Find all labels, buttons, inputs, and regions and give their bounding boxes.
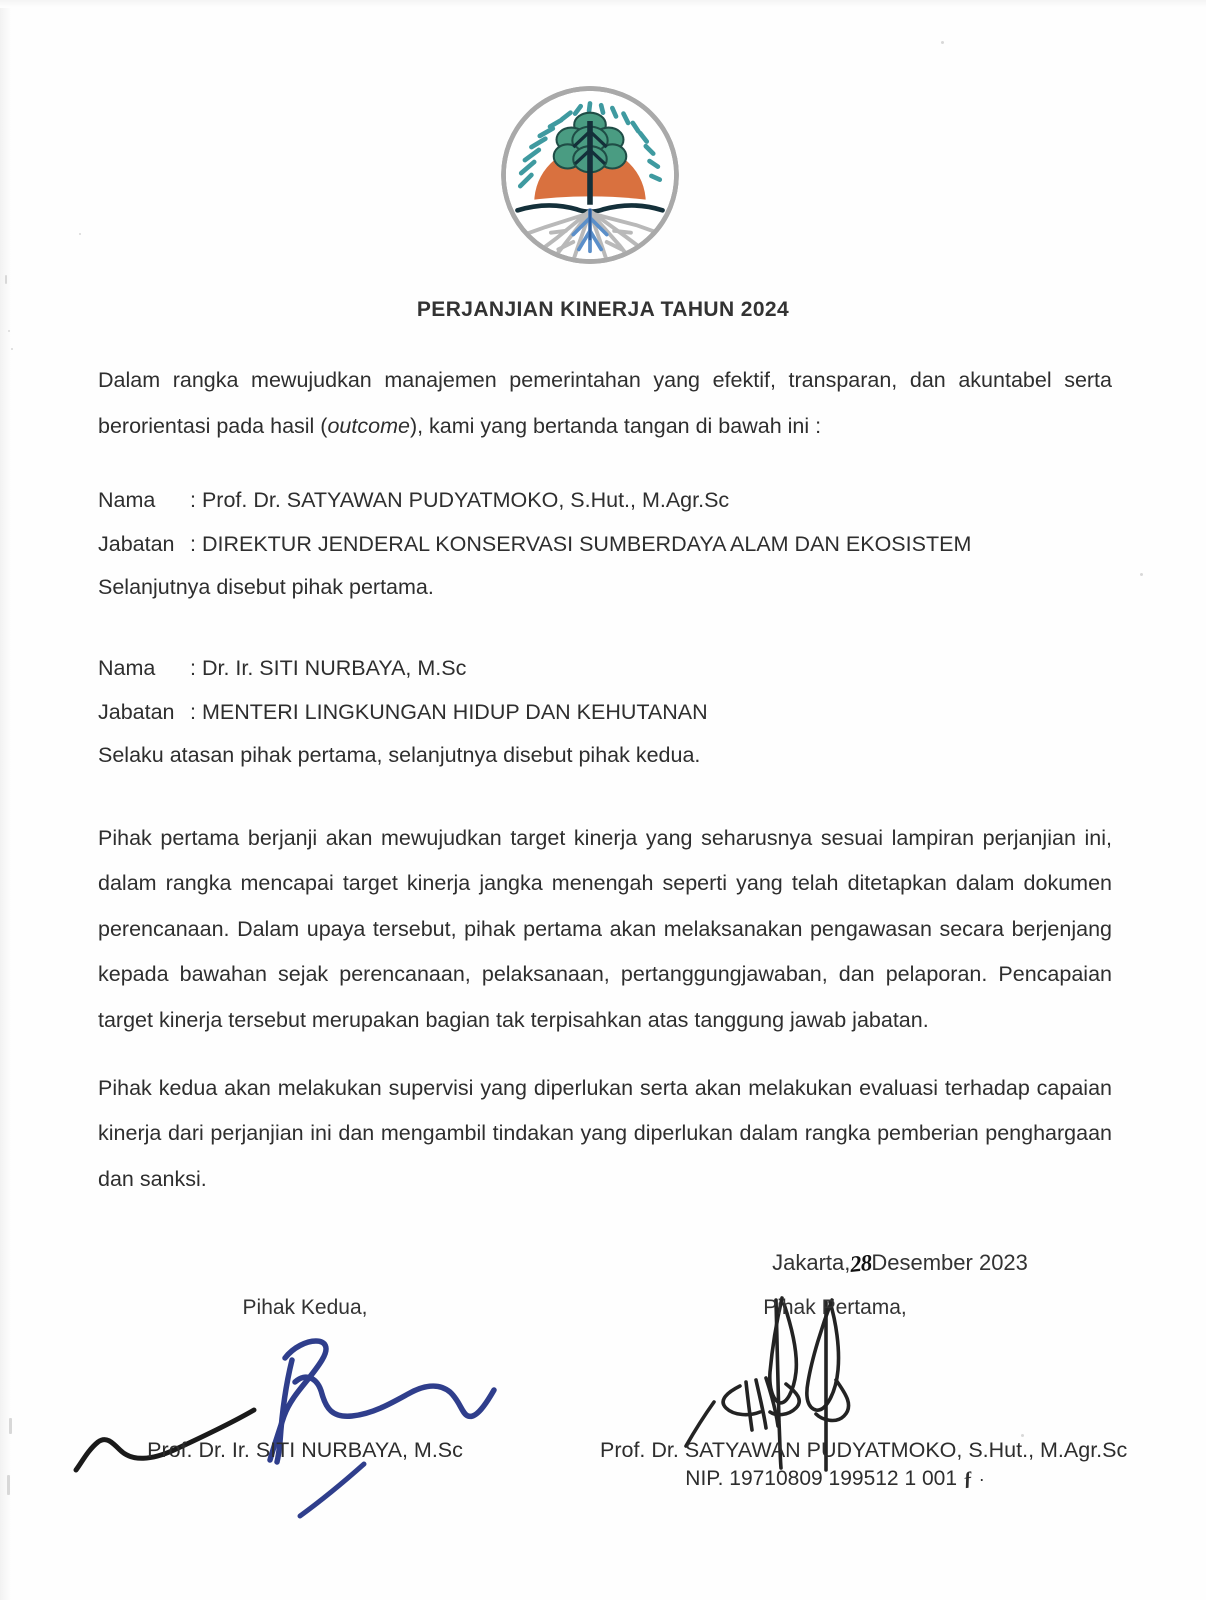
page-title: PERJANJIAN KINERJA TAHUN 2024: [416, 298, 790, 321]
first-party-closing: Selanjutnya disebut pihak pertama.: [98, 575, 434, 599]
intro-emphasis-outcome: outcome: [327, 413, 410, 438]
signature-canvas-first-party: [600, 1320, 1070, 1438]
first-party-position-value: : DIREKTUR JENDERAL KONSERVASI SUMBERDAYA ALAM DAN EKOSISTEM: [190, 531, 972, 556]
first-party-name-row: [98, 479, 1112, 522]
role-label-first-party: Pihak Pertama,: [763, 1296, 907, 1319]
scan-artifact: [79, 233, 81, 235]
role-label-second-party: Pihak Kedua,: [242, 1296, 368, 1319]
scan-artifact: [1140, 573, 1143, 576]
second-party-closing: Selaku atasan pihak pertama, selanjutnya disebut pihak kedua.: [98, 743, 701, 768]
spacer: [98, 1044, 1112, 1066]
scan-top-edge: [0, 0, 1206, 8]
intro-text-part2: ), kami yang bertanda tangan di bawah ini :: [409, 413, 822, 438]
nip-text: NIP. 19710809 199512 1 001: [685, 1467, 957, 1490]
first-party-name-value: : Prof. Dr. SATYAWAN PUDYATMOKO, S.Hut., M.Agr.Sc: [190, 488, 730, 513]
second-party-position-row: [98, 691, 1112, 734]
signature-block: [0, 1240, 1206, 1580]
handwritten-initial-mark: ƒ: [961, 1467, 975, 1491]
intro-paragraph: [98, 358, 1112, 449]
signature-column-second-party: [70, 1296, 540, 1463]
date-rest: Desember 2023: [871, 1250, 1028, 1275]
intro-text-part1: Dalam rangka mewujudkan manajemen pemerintahan yang efektif, transparan, dan akuntabel serta berorientasi pada hasil (: [98, 368, 1112, 438]
first-party-position-row: [98, 523, 1112, 566]
first-party-name-label: Nama: [98, 488, 156, 513]
place-label: Jakarta,: [772, 1250, 851, 1275]
signer-name-second-party: Prof. Dr. Ir. SITI NURBAYA, M.Sc: [147, 1438, 463, 1462]
ministry-emblem-logo: [497, 82, 683, 268]
spacer: [98, 449, 1112, 479]
first-party-position-label: Jabatan: [98, 531, 175, 556]
body-paragraph-1: Pihak pertama berjanji akan mewujudkan target kinerja yang seharusnya sesuai lampiran perjanjian ini, dalam rangka mencapai target kinerja jangka menengah seperti yang telah ditetapkan dalam dokumen perencanaan. Dalam upaya tersebut, pihak pertama akan melaksanakan pengawasan secara berjenjang kepada bawahan sejak perencanaan, pelaksanaan, pertanggungjawaban, dan pelaporan. Pencapaian target kinerja tersebut merupakan bagian tak terpisahkan atas tanggung jawab jabatan.: [98, 825, 1112, 1032]
second-party-name-value: : Dr. Ir. SITI NURBAYA, M.Sc: [190, 656, 467, 681]
second-party-name-row: [98, 647, 1112, 690]
signer-name-first-party: Prof. Dr. SATYAWAN PUDYATMOKO, S.Hut., M.Agr.Sc: [600, 1438, 1128, 1462]
handwritten-day-number: 28: [849, 1249, 873, 1278]
second-party-name-label: Nama: [98, 656, 156, 681]
emblem-svg: [497, 82, 683, 268]
document-body: [98, 358, 1112, 1202]
scan-artifact: [941, 41, 944, 44]
body-paragraph-2: Pihak kedua akan melakukan supervisi yang diperlukan serta akan melakukan evaluasi terhadap capaian kinerja dari perjanjian ini dan mengambil tindakan yang diperlukan dalam rangka pemberian penghargaan dan sanksi.: [98, 1075, 1112, 1191]
place-and-date: [700, 1250, 1100, 1276]
handwritten-dot-mark: ·: [978, 1469, 985, 1489]
signature-canvas-second-party: [70, 1320, 540, 1438]
signer-nip-first-party: [600, 1467, 1070, 1491]
second-party-position-label: Jabatan: [98, 699, 175, 724]
spacer: [98, 609, 1112, 647]
second-party-position-value: : MENTERI LINGKUNGAN HIDUP DAN KEHUTANAN: [190, 699, 708, 724]
spacer: [98, 778, 1112, 816]
signature-column-first-party: [600, 1296, 1128, 1491]
